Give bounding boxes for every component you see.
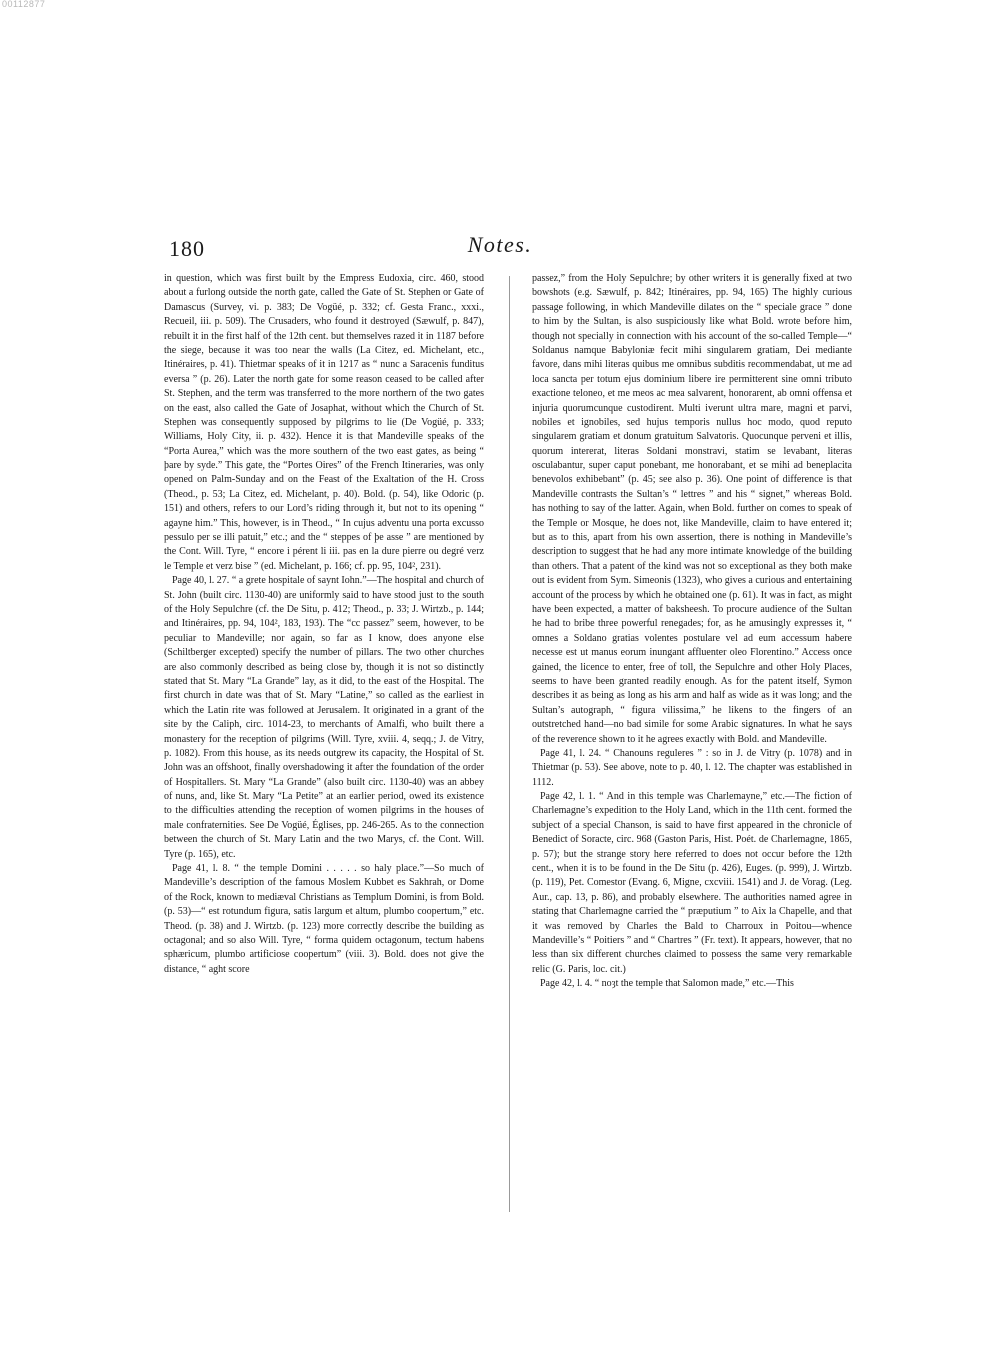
left-paragraph: Page 40, l. 27. “ a grete hospitale of saynt Iohn.”—The hospital and church of St. John (built circ. 1130-40) are uniformly said to have stood just to the south of the Holy Sepulchre (cf. the De Situ, p. 412; Theod., p. 33; J. Wirtzb., p. 144; and Itinéraires, pp. 94, 104², 183, 193). The “cc passez” seem, however, to be peculiar to Mandeville; nor again, so far as I know, does anyone else (Schiltberger excepted) specify the number of pillars. The two other churches are also commonly described as being close by, though it is not so distinctly stated that St. Mary “La Grande” lay, as it did, to the east of the Hospital. The first church in date was that of St. Mary “Latine,” so called as the earliest in which the Latin rite was followed at Jerusalem. It originated in a grant of the site by the Caliph, circ. 1014-23, to merchants of Amalfi, who built there a monastery for the reception of pilgrims (Will. Tyre, xviii. 4, seqq.; J. de Vitry, p. 1082). From this house, as its needs outgrew its capacity, the Hospital of St. John was an offshoot, finally overshadowing it after the foundation of the order of Hospitallers. St. Mary “La Grande” (also built circ. 1130-40) was an abbey of nuns, and, like St. Mary “La Petite” at an earlier period, owed its existence to the difficulties attending the reception of women pilgrims in the houses of male confraternities. See De Vogüé, Églises, pp. 246-265. As to the connection between the church of St. Mary Latin and the two Marys, cf. the Cont. Will. Tyre (p. 165), etc. — [164, 575, 484, 860]
running-title: Notes. — [467, 232, 533, 257]
left-text-column — [164, 272, 484, 977]
scan-id-label: 00112877 — [2, 0, 46, 9]
page-number: 180 — [169, 236, 205, 261]
left-paragraph: in question, which was first built by the Empress Eudoxia, circ. 460, stood about a furlong outside the north gate, called the Gate of St. Stephen or Gate of Damascus (Survey, vi. p. 383; De Vogüé, p. 332; cf. Gesta Franc., xxxi., Recueil, iii. p. 509). The Crusaders, who found it destroyed (Sæwulf, p. 847), rebuilt it in the first half of the 12th cent. but themselves razed it in 1187 before the siege, because it was too near the walls (La Citez, ed. Michelant, etc., Itinéraires, p. 41). Thietmar speaks of it in 1217 as “ nunc a Saracenis funditus eversa ” (p. 26). Later the north gate for some reason ceased to be called after St. Stephen, and the term was transferred to the more northern of the two gates on the east, also called the Gate of Josaphat, without which the Church of St. Stephen was consequently supposed by pilgrims to lie (De Vogüé, p. 333; Williams, Holy City, ii. p. 432). Hence it is that Mandeville speaks of the “Porta Aurea,” which was the more southern of the two east gates, as being “ þare by syde.” This gate, the “Portes Oires” of the French Itineraries, was only opened on Palm-Sunday and on the Feast of the Exaltation of the H. Cross (Theod., p. 53; La Citez, ed. Michelant, p. 40). Bold. (p. 54), like Odoric (p. 151) and others, refers to our Lord’s riding through it, but not to its opening “ agayne him.” This, however, is in Theod., “ In cujus adventu una porta excusso pessulo per se illi patuit,” etc.; and the “ steppes of þe asse ” are mentioned by the Cont. Will. Tyre, “ encore i pérent li iii. pas en la dure pierre ou degré verz le Temple et verz bise ” (ed. Michelant, p. 166; cf. pp. 95, 104², 231). — [164, 273, 484, 572]
right-paragraph: passez,” from the Holy Sepulchre; by other writers it is generally fixed at two bowshots (e.g. Sæwulf, p. 842; Itinéraires, pp. 94, 165) The highly curious passage following, in which Mandeville dilates on the “ speciale grace ” done to him by the Sultan, is also suspiciously like what Bold. wrote before him, though not specially in connection with his account of the so-called Temple—“ Soldanus namque Babyloniæ fecit mihi singularem gratiam, Dei mediante favore, dans mihi literas quibus me omnibus subditis recommendabat, ut me ad loca sancta per totum ejus dominium libere ire permitterent sine omni tributo exactione teloneo, et me meos ac mea salvarent, honorarent, ab omni offensa et injuria quorumcunque custodirent. Multi iverunt ultra mare, magni et parvi, nobiles et ignobiles, sed hujus temporis nullus hoc modo, quod reputo singularem gratiam et donum gratuitum Salvatoris. Quocunque perveni et illis, quorum intererat, literas Soldani monstravi, statim se levabant, literas osculabantur, super caput ponebant, me honorabant, et se mihi ad beneplacita benevolos exhibebant” (p. 45; see also p. 36). One point of difference is that Mandeville contrasts the Sultan’s “ lettres ” and his “ signet,” whereas Bold. has nothing to say of the latter. Again, when Bold. further on comes to speak of the Temple or Mosque, he does not, like Mandeville, claim to have entered it; but as to this, apart from his own assertion, there is nothing in Mandeville’s description to suggest that he had any more intimate knowledge of the building than others. That a patent of the kind was not so exceptional as they both make out is evident from Sym. Simeonis (1323), who gives a curious and entertaining account of the process by which he obtained one (p. 61). It was in fact, as might have been expected, a matter of baksheesh. To procure audience of the Sultan he had to bribe three powerful renegades; for, as he amusingly expresses it, “ omnes a Soldano gratias volentes postulare vel ad eum accessum habere necesse est ut manus eorum inungant affluenter oleo Florentino.” Access once gained, the licence to enter, free of toll, the Sepulchre and other Holy Places, seems to have been granted readily enough. As for the patent itself, Symon describes it as being as long as his arm and half as wide as it was long; and the Sultan’s autograph, “ figura vilissima,” he likens to the fingers of an outstretched hand—no bad simile for some Arabic signatures. In what he says of the reverence shown to it he agrees exactly with Bold. and Mandeville. — [532, 273, 852, 745]
right-paragraph: Page 41, l. 24. “ Chanouns reguleres ” : so in J. de Vitry (p. 1078) and in Thietmar (p. 53). See above, note to p. 40, l. 12. The chapter was established in 1112. — [532, 747, 852, 788]
left-paragraph: Page 41, l. 8. “ the temple Domini . . . . . so haly place.”—So much of Mandeville’s description of the famous Moslem Kubbet es Sakhrah, or Dome of the Rock, known to mediæval Christians as Templum Domini, is from Bold. (p. 53)—“ est rotundum figura, satis largum et altum, plumbo coopertum,” etc. Theod. (p. 38) and J. Wirtzb. (p. 123) more correctly describe the building as octagonal; and so also Will. Tyre, “ forma quidem octagonum, tectum habens sphæricum, plumbo artificiose coopertum” (viii. 3). Bold. does not give the distance, “ aght score — [164, 863, 484, 975]
right-paragraph: Page 42, l. 1. “ And in this temple was Charlemayne,” etc.—The fiction of Charlemagne’s expedition to the Holy Land, which in the 11th cent. formed the subject of a special Chanson, is said to have first appeared in the chronicle of Benedict of Soracte, circ. 968 (Gaston Paris, Hist. Poét. de Charlemagne, 1865, p. 57); but the strange story here referred to does not occur before the 12th cent., when it is to be found in the De Situ (p. 426), Euges. (p. 999), J. Wirtzb. (p. 119), Pet. Comestor (Evang. 6, Migne, cxcviii. 1541) and J. de Vorag. (Leg. Aur., cap. 13, p. 86), and probably elsewhere. The authorities named agree in stating that Charlemagne carried the “ præputium ” to Aix la Chapelle, and that it was removed by Charles the Bald to Charroux in Poitou—whence Mandeville’s “ Poitiers ” and “ Chartres ” (Fr. text). It appears, however, that no less than six different churches claimed to possess the same very remarkable relic (G. Paris, loc. cit.) — [532, 791, 852, 975]
column-divider — [509, 276, 510, 1212]
right-text-column — [532, 272, 852, 992]
right-paragraph: Page 42, l. 4. “ noȝt the temple that Salomon made,” etc.—This — [540, 978, 794, 990]
